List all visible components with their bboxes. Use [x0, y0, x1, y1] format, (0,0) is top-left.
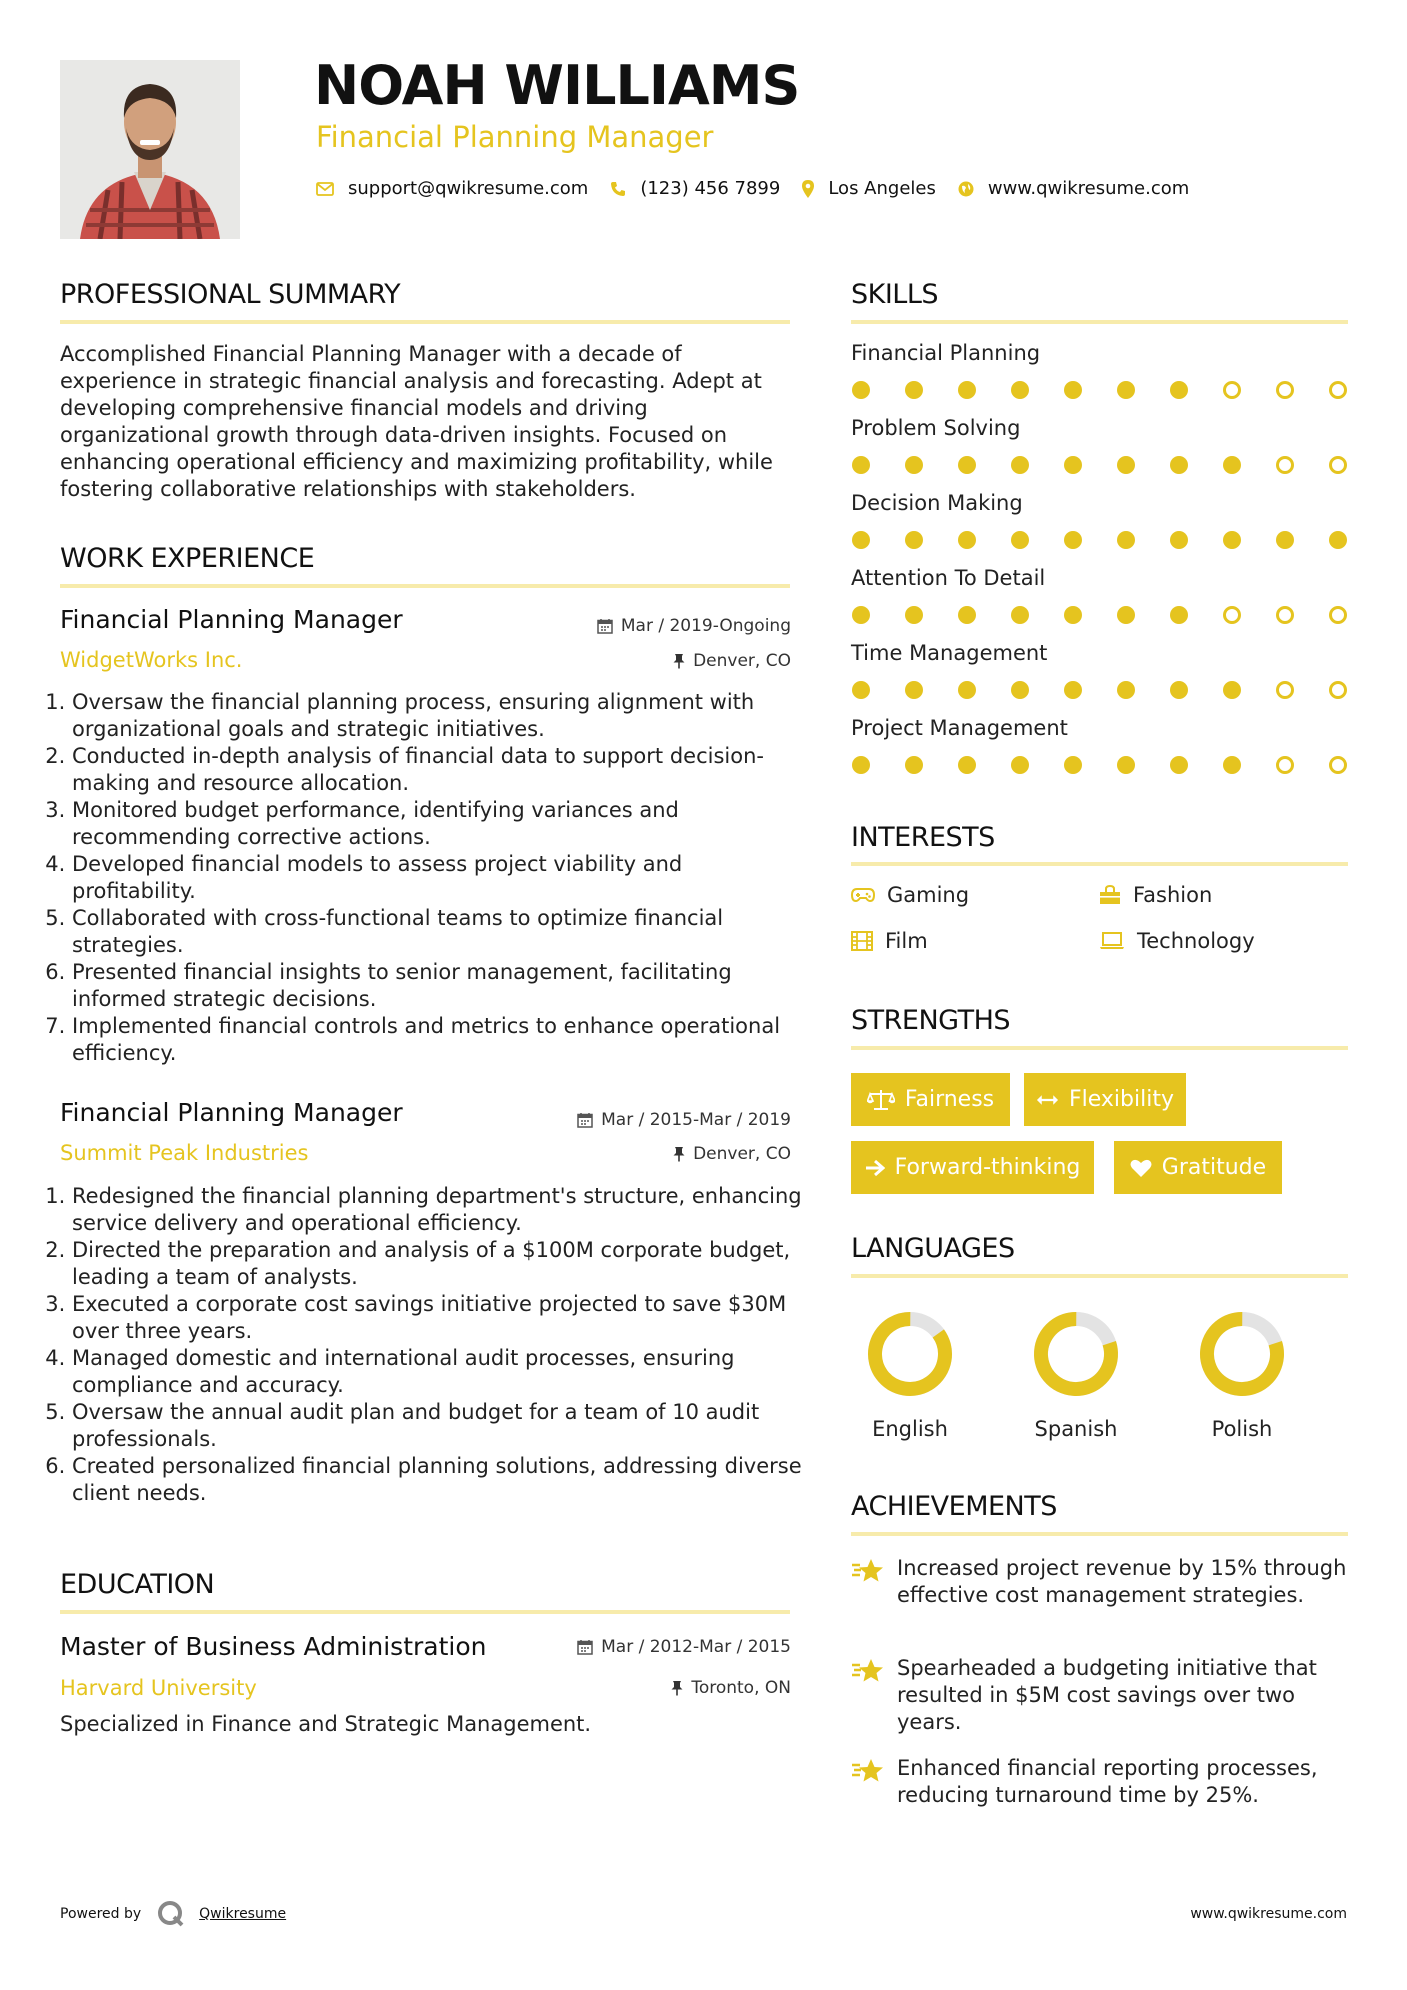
- interest-fashion: [1099, 883, 1212, 907]
- rating-dot-filled: [1223, 681, 1241, 699]
- heart-icon: [1130, 1158, 1152, 1178]
- phone-icon: [610, 181, 626, 197]
- duty-item: 2. Directed the preparation and analysis of a $100M corporate budget, leading a team of analysts.: [72, 1237, 808, 1291]
- contact-website[interactable]: [958, 178, 1189, 199]
- rating-dot-filled: [905, 756, 923, 774]
- interest-gaming: [851, 883, 969, 907]
- language-label: English: [872, 1417, 948, 1441]
- achievement-item-2: [851, 1655, 1351, 1736]
- calendar-icon: [577, 1112, 593, 1128]
- rating-dot-filled: [852, 381, 870, 399]
- donut-level-arc: [1032, 1310, 1120, 1398]
- duty-item: 6. Presented financial insights to senior management, facilitating informed strategic decisions.: [72, 959, 808, 1013]
- strength-fairness: [851, 1073, 1010, 1126]
- rating-dot-filled: [905, 681, 923, 699]
- rating-dot-filled: [905, 456, 923, 474]
- rating-dot-filled: [852, 456, 870, 474]
- qwikresume-link[interactable]: Qwikresume: [199, 1906, 287, 1922]
- job-location-1: [673, 651, 791, 671]
- rating-dot-empty: [1329, 756, 1347, 774]
- phone-text: (123) 456 7899: [640, 178, 781, 199]
- contact-location: [802, 178, 936, 199]
- rating-dot-filled: [1223, 531, 1241, 549]
- rating-dot-filled: [1117, 381, 1135, 399]
- job-company-2: Summit Peak Industries: [60, 1141, 309, 1165]
- rating-dot-filled: [1011, 456, 1029, 474]
- rating-dot-filled: [852, 756, 870, 774]
- skill-name: Financial Planning: [851, 341, 1041, 365]
- strength-label: Flexibility: [1069, 1087, 1174, 1112]
- rating-dot-filled: [1064, 531, 1082, 549]
- duty-item: 6. Created personalized financial planning solutions, addressing diverse client needs.: [72, 1453, 808, 1507]
- degree-title: Master of Business Administration: [60, 1632, 487, 1661]
- rating-dot-filled: [1223, 456, 1241, 474]
- summary-text: Accomplished Financial Planning Manager with a decade of experience in strategic financial analysis and forecasting. Adept at developing comprehensive financial models and driving organizational growth through data-driven insights. Focused on enhancing operational efficiency and maximizing profitability, while fostering collaborative relationships with stakeholders.: [60, 342, 773, 501]
- rating-dot-filled: [1011, 531, 1029, 549]
- rating-dot-empty: [1329, 681, 1347, 699]
- calendar-icon: [597, 618, 613, 634]
- job-title-2: Financial Planning Manager: [60, 1098, 403, 1127]
- pushpin-icon: [673, 653, 685, 669]
- strength-forward-thinking: [851, 1141, 1094, 1194]
- donut-level-arc: [1198, 1310, 1286, 1398]
- rating-dot-filled: [1064, 606, 1082, 624]
- education-location-text: Toronto, ON: [691, 1678, 791, 1698]
- rating-dot-filled: [958, 606, 976, 624]
- job-company-1: WidgetWorks Inc.: [60, 648, 243, 672]
- rating-dot-filled: [1117, 756, 1135, 774]
- rating-dot-filled: [1170, 456, 1188, 474]
- scale-icon: [867, 1089, 895, 1111]
- rating-dot-filled: [852, 681, 870, 699]
- interest-label: Fashion: [1133, 883, 1213, 907]
- rating-dot-empty: [1276, 681, 1294, 699]
- achievements-heading: ACHIEVEMENTS: [851, 1491, 1057, 1522]
- language-donut: [1031, 1309, 1121, 1399]
- rating-dot-empty: [1329, 381, 1347, 399]
- rating-dot-filled: [1170, 381, 1188, 399]
- duty-item: 5. Oversaw the annual audit plan and budget for a team of 10 audit professionals.: [72, 1399, 808, 1453]
- summary-divider: [60, 320, 790, 324]
- languages-heading: LANGUAGES: [851, 1233, 1015, 1264]
- rating-dot-filled: [852, 606, 870, 624]
- skill-rating: [852, 531, 1347, 549]
- rating-dot-filled: [958, 756, 976, 774]
- rating-dot-filled: [1170, 756, 1188, 774]
- rating-dot-filled: [1329, 531, 1347, 549]
- rating-dot-filled: [852, 531, 870, 549]
- rating-dot-filled: [958, 681, 976, 699]
- laptop-icon: [1099, 932, 1125, 950]
- rating-dot-filled: [1170, 681, 1188, 699]
- rating-dot-filled: [905, 381, 923, 399]
- strengths-divider: [851, 1046, 1348, 1050]
- location-text: Los Angeles: [828, 178, 936, 199]
- pushpin-icon: [673, 1146, 685, 1162]
- skills-heading: SKILLS: [851, 279, 939, 310]
- strength-label: Fairness: [904, 1087, 995, 1112]
- strength-label: Gratitude: [1161, 1155, 1267, 1180]
- strengths-heading: STRENGTHS: [851, 1005, 1011, 1036]
- star-badge-icon: [851, 1557, 885, 1585]
- education-location: [671, 1678, 791, 1698]
- interest-film: [851, 929, 928, 953]
- language-item: [1182, 1309, 1302, 1441]
- education-description: Specialized in Finance and Strategic Management.: [60, 1712, 592, 1736]
- strength-gratitude: [1114, 1141, 1282, 1194]
- duty-item: 2. Conducted in-depth analysis of financial data to support decision-making and resource allocation.: [72, 743, 808, 797]
- achievement-text: Enhanced financial reporting processes, reducing turnaround time by 25%.: [897, 1756, 1318, 1807]
- language-donut: [1197, 1309, 1287, 1399]
- job-duties-2: [54, 1183, 808, 1507]
- duty-item: 1. Oversaw the financial planning process, ensuring alignment with organizational goals and strategic initiatives.: [72, 689, 808, 743]
- skill-rating: [852, 381, 1347, 399]
- strength-flexibility: [1024, 1073, 1186, 1126]
- job-location-2: [673, 1144, 791, 1164]
- rating-dot-empty: [1329, 606, 1347, 624]
- globe-icon: [958, 181, 974, 197]
- rating-dot-filled: [1170, 531, 1188, 549]
- gamepad-icon: [851, 887, 875, 903]
- skill-name: Problem Solving: [851, 416, 1021, 440]
- languages-divider: [851, 1274, 1348, 1278]
- interests-divider: [851, 862, 1348, 866]
- powered-by-text: Powered by: [60, 1906, 142, 1922]
- job-dates-1: [597, 616, 791, 636]
- rating-dot-empty: [1223, 381, 1241, 399]
- education-dates-text: Mar / 2012-Mar / 2015: [601, 1637, 791, 1657]
- rating-dot-empty: [1276, 456, 1294, 474]
- rating-dot-filled: [1011, 381, 1029, 399]
- star-badge-icon: [851, 1757, 885, 1785]
- duty-item: 4. Managed domestic and international audit processes, ensuring compliance and accuracy.: [72, 1345, 808, 1399]
- footer-powered-by: [60, 1900, 286, 1928]
- rating-dot-filled: [905, 606, 923, 624]
- rating-dot-filled: [1117, 681, 1135, 699]
- candidate-name: NOAH WILLIAMS: [314, 54, 800, 117]
- rating-dot-empty: [1329, 456, 1347, 474]
- pushpin-icon: [671, 1680, 683, 1696]
- interest-technology: [1099, 929, 1255, 953]
- duty-item: 5. Collaborated with cross-functional teams to optimize financial strategies.: [72, 905, 808, 959]
- website-text: www.qwikresume.com: [987, 178, 1190, 199]
- skills-divider: [851, 320, 1348, 324]
- job-title-1: Financial Planning Manager: [60, 605, 403, 634]
- achievement-text: Spearheaded a budgeting initiative that resulted in $5M cost savings over two years.: [897, 1656, 1317, 1734]
- education-heading: EDUCATION: [60, 1569, 215, 1600]
- profile-photo: [60, 60, 240, 239]
- film-icon: [851, 931, 873, 951]
- arrows-icon: [1036, 1093, 1059, 1107]
- qwikresume-logo-icon: [157, 1900, 185, 1928]
- language-label: Polish: [1211, 1417, 1273, 1441]
- envelope-icon: [316, 182, 334, 196]
- duty-item: 1. Redesigned the financial planning department's structure, enhancing service delivery and operational efficiency.: [72, 1183, 808, 1237]
- footer-website[interactable]: www.qwikresume.com: [1190, 1906, 1347, 1922]
- arrow-right-icon: [865, 1159, 885, 1177]
- experience-heading: WORK EXPERIENCE: [60, 543, 315, 574]
- skill-name: Attention To Detail: [851, 566, 1046, 590]
- rating-dot-filled: [1064, 456, 1082, 474]
- duty-item: 4. Developed financial models to assess project viability and profitability.: [72, 851, 808, 905]
- language-item: [1016, 1309, 1136, 1441]
- rating-dot-filled: [958, 381, 976, 399]
- education-dates: [577, 1637, 791, 1657]
- job-dates-2-text: Mar / 2015-Mar / 2019: [601, 1110, 791, 1130]
- job-dates-2: [577, 1110, 791, 1130]
- language-item: [850, 1309, 970, 1441]
- interest-label: Technology: [1137, 929, 1255, 953]
- duty-item: 3. Executed a corporate cost savings initiative projected to save $30M over three years.: [72, 1291, 808, 1345]
- candidate-title: Financial Planning Manager: [316, 120, 714, 154]
- rating-dot-filled: [958, 531, 976, 549]
- skill-rating: [852, 681, 1347, 699]
- contact-email[interactable]: [316, 178, 588, 199]
- star-badge-icon: [851, 1657, 885, 1685]
- rating-dot-filled: [958, 456, 976, 474]
- contact-phone[interactable]: [610, 178, 780, 199]
- rating-dot-filled: [1011, 681, 1029, 699]
- rating-dot-filled: [1276, 531, 1294, 549]
- skill-name: Project Management: [851, 716, 1068, 740]
- rating-dot-filled: [1170, 606, 1188, 624]
- rating-dot-empty: [1223, 606, 1241, 624]
- rating-dot-empty: [1276, 606, 1294, 624]
- job-dates-1-text: Mar / 2019-Ongoing: [620, 616, 791, 636]
- rating-dot-filled: [1064, 381, 1082, 399]
- achievement-text: Increased project revenue by 15% through effective cost management strategies.: [897, 1556, 1347, 1607]
- duty-item: 7. Implemented financial controls and metrics to enhance operational efficiency.: [72, 1013, 808, 1067]
- school-name: Harvard University: [60, 1676, 257, 1700]
- skill-rating: [852, 606, 1347, 624]
- job-location-1-text: Denver, CO: [693, 651, 791, 671]
- skill-rating: [852, 756, 1347, 774]
- rating-dot-filled: [1064, 681, 1082, 699]
- rating-dot-filled: [1064, 756, 1082, 774]
- achievements-divider: [851, 1532, 1348, 1536]
- language-label: Spanish: [1034, 1417, 1118, 1441]
- contact-bar: [316, 178, 1211, 199]
- rating-dot-filled: [905, 531, 923, 549]
- rating-dot-filled: [1117, 456, 1135, 474]
- rating-dot-empty: [1276, 756, 1294, 774]
- map-pin-icon: [802, 180, 814, 198]
- experience-divider: [60, 584, 790, 588]
- achievement-item-1: [851, 1555, 1351, 1609]
- rating-dot-empty: [1276, 381, 1294, 399]
- bag-icon: [1099, 885, 1121, 905]
- job-location-2-text: Denver, CO: [693, 1144, 791, 1164]
- summary-heading: PROFESSIONAL SUMMARY: [60, 279, 401, 310]
- interest-label: Gaming: [887, 883, 970, 907]
- rating-dot-filled: [1223, 756, 1241, 774]
- duty-item: 3. Monitored budget performance, identifying variances and recommending corrective actions.: [72, 797, 808, 851]
- skill-rating: [852, 456, 1347, 474]
- interest-label: Film: [885, 929, 928, 953]
- achievement-item-3: [851, 1755, 1351, 1809]
- language-donut: [865, 1309, 955, 1399]
- rating-dot-filled: [1117, 531, 1135, 549]
- email-text: support@qwikresume.com: [348, 178, 589, 199]
- interests-heading: INTERESTS: [851, 822, 995, 853]
- calendar-icon: [577, 1639, 593, 1655]
- rating-dot-filled: [1011, 756, 1029, 774]
- rating-dot-filled: [1117, 606, 1135, 624]
- strength-label: Forward-thinking: [894, 1155, 1081, 1180]
- rating-dot-filled: [1011, 606, 1029, 624]
- education-divider: [60, 1610, 790, 1614]
- skill-name: Decision Making: [851, 491, 1023, 515]
- job-duties-1: [54, 689, 808, 1067]
- donut-level-arc: [865, 1309, 955, 1399]
- skill-name: Time Management: [851, 641, 1048, 665]
